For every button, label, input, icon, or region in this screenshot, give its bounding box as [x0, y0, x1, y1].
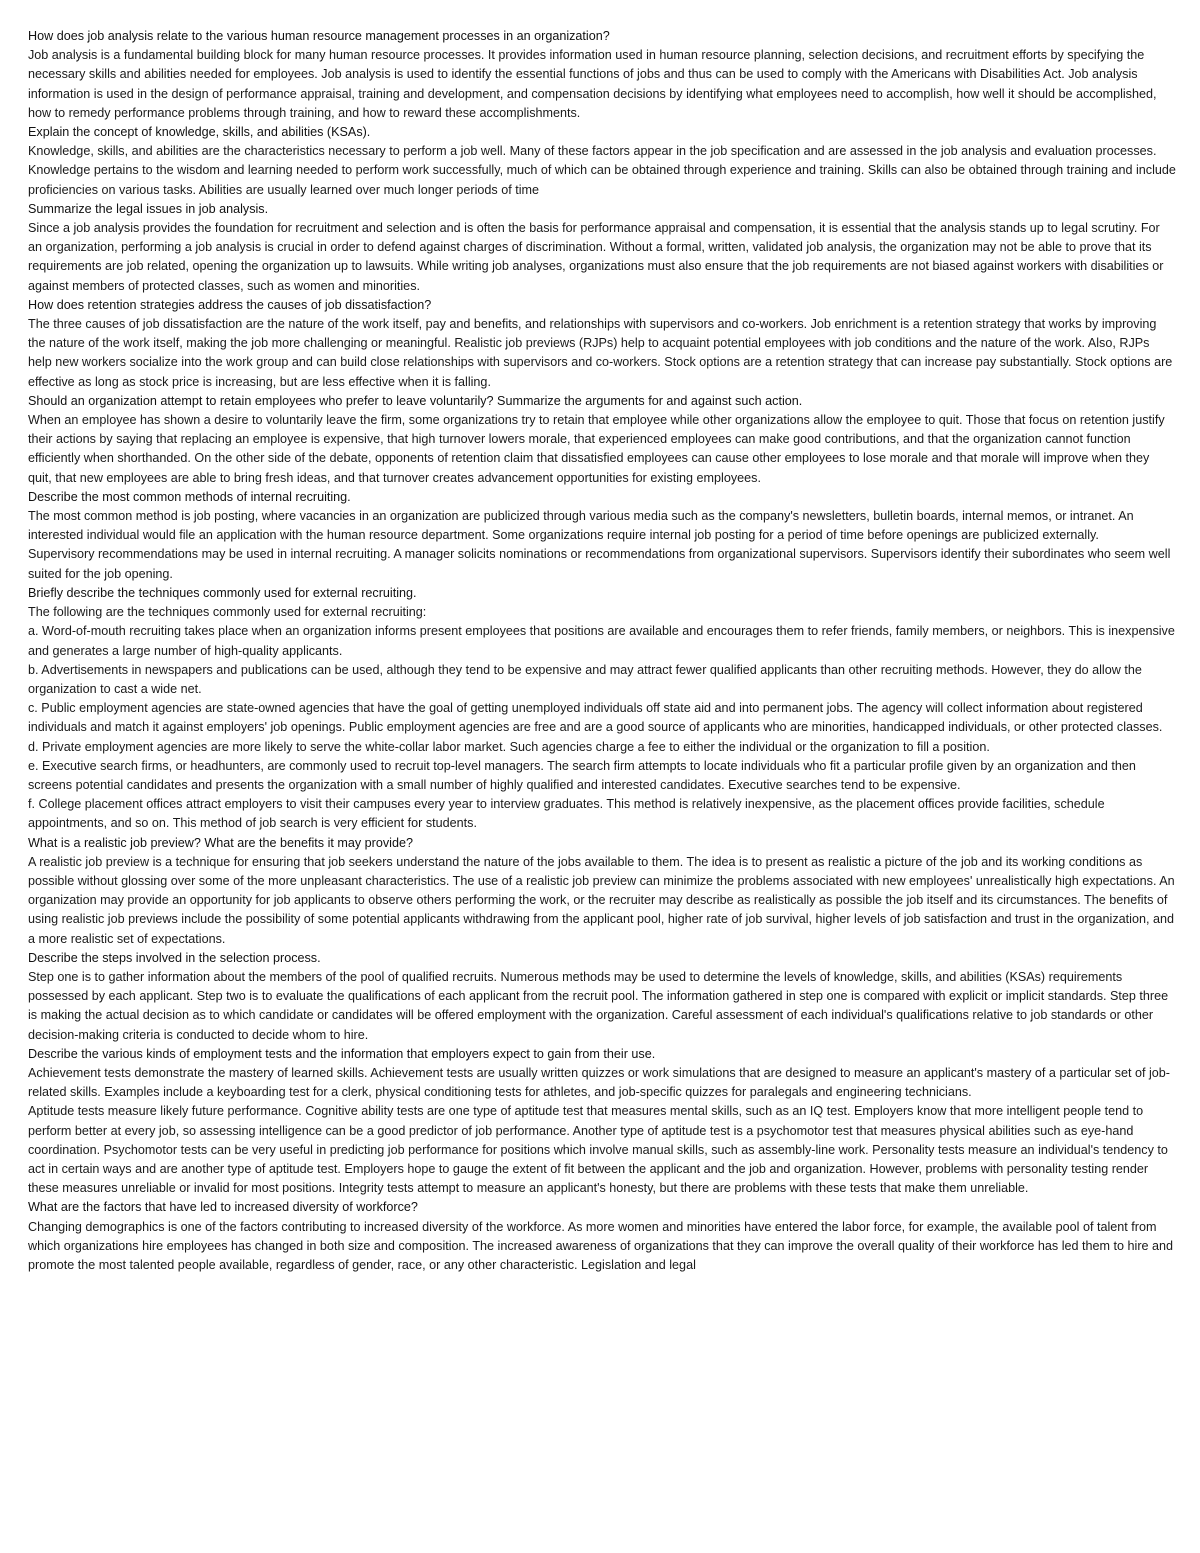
answer-text: Step one is to gather information about the members of the pool of qualified recruits. Numerous methods may be used to determine the levels of knowledge, skills, and abilities (KSAs) requirements possessed by each applicant. Step two is to evaluate the qualifications of each applicant from the recruit pool. The information gathered in step one is compared with explicit or implicit standards. Step three is making the actual decision as to which candidate or candidates will be offered employment with the organization. Careful assessment of each individual's qualifications relative to job standards or other decision-making criteria is conducted to decide whom to hire. — [28, 969, 1169, 1042]
list-item: f. College placement offices attract employers to visit their campuses every year to interview graduates. This method is relatively inexpensive, as the placement offices provide facilities, schedule appointments, and so on. This method of job search is very efficient for students. — [28, 797, 1105, 831]
answer-text: Job analysis is a fundamental building block for many human resource processes. It provides information used in human resource planning, selection decisions, and recruitment efforts by specifying the necessary skills and abilities needed for employees. Job analysis is used to identify the essential functions of jobs and thus can be used to comply with the Americans with Disabilities Act. Job analysis information is used in the design of performance appraisal, training and development, and compensation decisions by identifying what employees need to accomplish, how well it should be accomplished, how to remedy performance problems through training, and how to reward these accomplishments. — [28, 48, 1157, 120]
answer-text: A realistic job preview is a technique for ensuring that job seekers understand the nature of the jobs available to them. The idea is to present as realistic a picture of the job and its working conditions as possible without glossing over some of the more unpleasant characteristics. The use of a realistic job preview can minimize the problems associated with new employees' unrealistically high expectations. An organization may provide an opportunity for job applicants to observe others performing the work, or the recruiter may describe as realistically as possible the job itself and its circumstances. The benefits of using realistic job previews include the possibility of some potential applicants withdrawing from the applicant pool, higher rate of job survival, higher levels of job satisfaction and trust in the organization, and a more realistic set of expectations. — [28, 854, 1175, 946]
list-item: e. Executive search firms, or headhunters, are commonly used to recruit top-level managers. The search firm attempts to locate individuals who fit a particular profile given by an organization and then screens potential candidates and presents the organization with a small number of highly qualified and interested candidates. Executive searches tend to be expensive. — [28, 758, 1136, 792]
answer-text: The most common method is job posting, where vacancies in an organization are publicized through various media such as the company's newsletters, bulletin boards, internal memos, or intranet. An interested individual would file an application with the human resource department. Some organizations require internal job posting for a period of time before openings are publicized externally. — [28, 509, 1134, 543]
answer-text: Changing demographics is one of the factors contributing to increased diversity of the workforce. As more women and minorities have entered the labor force, for example, the available pool of talent from which organizations hire employees has changed in both size and composition. The increased awareness of organizations that they can improve the overall quality of their workforce has led them to hire and promote the most talented people available, regardless of gender, race, or any other characteristic. Legislation and legal — [28, 1219, 1174, 1272]
question-text: Should an organization attempt to retain employees who prefer to leave voluntarily? Summarize the arguments for and against such action. — [28, 393, 803, 408]
question-text: What is a realistic job preview? What are the benefits it may provide? — [28, 835, 413, 850]
list-item: b. Advertisements in newspapers and publications can be used, although they tend to be expensive and may attract fewer qualified applicants than other recruiting methods. However, they do allow the organization to cast a wide net. — [28, 662, 1142, 696]
answer-text: Aptitude tests measure likely future performance. Cognitive ability tests are one type of aptitude test that measures mental skills, such as an IQ test. Employers know that more intelligent people tend to perform better at every job, so assessing intelligence can be a good predictor of job performance. Another type of aptitude test is a psychomotor test that measures physical abilities such as eye-hand coordination. Psychomotor tests can be very useful in predicting job performance for positions which involve manual skills, such as assembly-line work. Personality tests measure an individual's tendency to act in certain ways and are another type of aptitude test. Employers hope to gauge the extent of fit between the applicant and the job and organization. However, problems with personality testing render these measures unreliable or invalid for most positions. Integrity tests attempt to measure an applicant's honesty, but there are problems with these tests that make them unreliable. — [28, 1104, 1168, 1196]
list-item: a. Word-of-mouth recruiting takes place when an organization informs present employees that positions are available and encourages them to refer friends, family members, or neighbors. This is inexpensive and generates a large number of high-quality applicants. — [28, 624, 1175, 658]
question-text: Explain the concept of knowledge, skills, and abilities (KSAs). — [28, 125, 371, 140]
answer-text: Achievement tests demonstrate the mastery of learned skills. Achievement tests are usually written quizzes or work simulations that are designed to measure an applicant's mastery of a particular set of job-related skills. Examples include a keyboarding test for a clerk, physical conditioning tests for athletes, and job-specific quizzes for paralegals and engineering technicians. — [28, 1065, 1170, 1100]
answer-text: Supervisory recommendations may be used in internal recruiting. A manager solicits nominations or recommendations from organizational supervisors. Supervisors identify their subordinates who seem well suited for the job opening. — [28, 547, 1171, 581]
question-text: What are the factors that have led to increased diversity of workforce? — [28, 1200, 418, 1215]
answer-text: Knowledge, skills, and abilities are the characteristics necessary to perform a job well. Many of these factors appear in the job specification and are assessed in the job analysis and evaluation processes. Knowledge pertains to the wisdom and learning needed to perform work successfully, much of which can be obtained through experience and training. Skills can also be obtained through training and include proficiencies on various tasks. Abilities are usually learned over much longer periods of time — [28, 144, 1176, 197]
question-text: How does job analysis relate to the various human resource management processes in an organization? — [28, 29, 610, 43]
list-item: c. Public employment agencies are state-owned agencies that have the goal of getting unemployed individuals off state aid and into permanent jobs. The agency will collect information about registered individuals and match it against employers' job openings. Public employment agencies are free and are a good source of applicants who are minorities, handicapped individuals, or other protected classes. — [28, 701, 1163, 735]
answer-text: The three causes of job dissatisfaction are the nature of the work itself, pay and benefits, and relationships with supervisors and co-workers. Job enrichment is a retention strategy that works by improving the nature of the work itself, making the job more challenging or meaningful. Realistic job previews (RJPs) help to acquaint potential employees with job conditions and the nature of the work. Also, RJPs help new workers socialize into the work group and can build close relationships with supervisors and co-workers. Stock options are a retention strategy that can increase pay substantially. Stock options are effective as long as stock price is increasing, but are less effective when it is falling. — [28, 317, 1173, 389]
answer-text: Since a job analysis provides the foundation for recruitment and selection and is often the basis for performance appraisal and compensation, it is essential that the analysis stands up to legal scrutiny. For an organization, performing a job analysis is crucial in order to defend against charges of discrimination. Without a formal, written, validated job analysis, the organization may not be able to prove that its requirements are job related, opening the organization up to lawsuits. While writing job analyses, organizations must also ensure that the job requirements are not biased against workers with disabilities or against members of protected classes, such as women and minorities. — [28, 221, 1164, 293]
answer-text: The following are the techniques commonly used for external recruiting: — [28, 605, 427, 620]
answer-text: When an employee has shown a desire to voluntarily leave the firm, some organizations try to retain that employee while other organizations allow the employee to quit. Those that focus on retention justify their actions by saying that replacing an employee is expensive, that high turnover lowers morale, that experienced employees can make good contributions, and that the organization cannot function efficiently when shorthanded. On the other side of the debate, opponents of retention claim that dissatisfied employees can cause other employees to lose morale and that morale will improve when they quit, that new employees are able to bring fresh ideas, and that turnover creates advancement opportunities for existing employees. — [28, 413, 1165, 485]
question-text: Describe the steps involved in the selection process. — [28, 950, 321, 965]
list-item: d. Private employment agencies are more likely to serve the white-collar labor market. Such agencies charge a fee to either the individual or the organization to fill a position. — [28, 739, 990, 754]
document-page — [28, 27, 1176, 1275]
question-text: Summarize the legal issues in job analysis. — [28, 201, 269, 216]
question-text: How does retention strategies address the causes of job dissatisfaction? — [28, 297, 432, 312]
question-text: Describe the various kinds of employment tests and the information that employers expect to gain from their use. — [28, 1046, 656, 1061]
question-text: Briefly describe the techniques commonly used for external recruiting. — [28, 585, 417, 600]
question-text: Describe the most common methods of internal recruiting. — [28, 489, 351, 504]
